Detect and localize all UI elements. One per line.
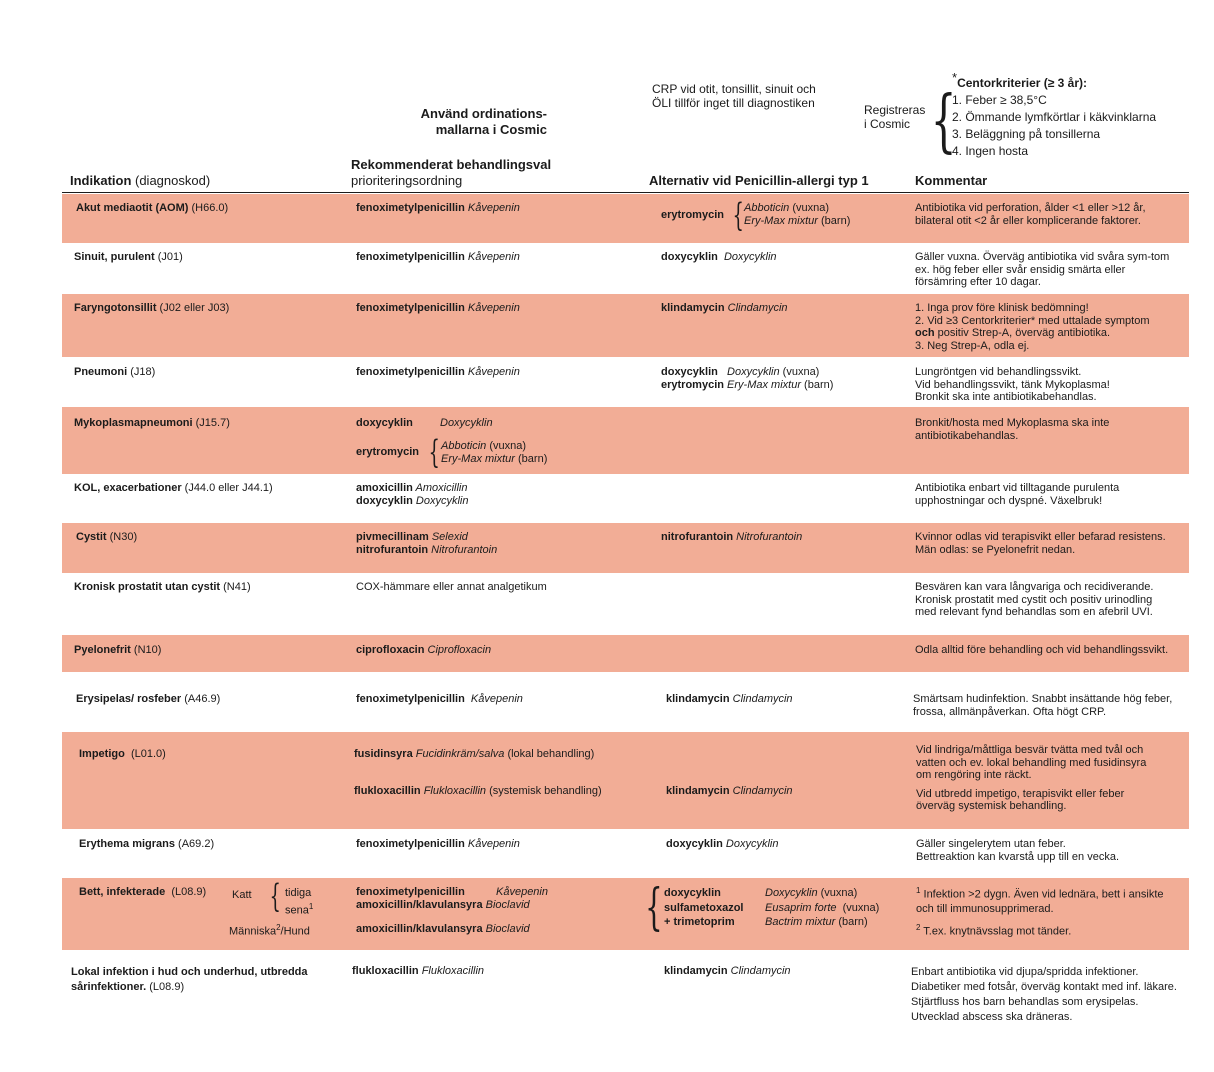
centor-item: 2. Ömmande lymfkörtlar i käkvinklarna [952,110,1157,124]
indication: Faryngotonsillit (J02 eller J03) [74,302,230,314]
comment: Gäller vuxna. Överväg antibiotika vid svåra sym-tom ex. hög feber eller svår ensidig smärta eller försämring efter 10 dagar. [915,251,1170,288]
alternative: doxycyklin Doxycyklin [666,838,779,850]
centor-item: 3. Beläggning på tonsillerna [952,127,1101,141]
recommended: amoxicillin Amoxicillin doxycyklin Doxycyklin [356,482,469,507]
alternative-options: Abboticin (vuxna) Ery-Max mixtur (barn) [744,202,851,227]
comment: $^1$ Infektion >2 dygn. Även vid lednära, bett i ansikte och till immunosupprimerad. $^2$ T.ex. knytnävsslag mot tänder. [916,886,1164,938]
comment: Odla alltid före behandling och vid behandlingssvikt. [915,644,1169,656]
indication: Erythema migrans (A69.2) [79,838,215,850]
centor-brace: { [930,82,957,161]
comment: Besvären kan vara långvariga och recidiverande. Kronisk prostatit med cystit och positiv urinodling med relevant fynd behandlas som en afebril UVI. [915,581,1154,618]
centor-item: 1. Feber ≥ 38,5°C [952,93,1047,107]
indication: Mykoplasmapneumoni (J15.7) [74,417,230,429]
alternative-brands: Doxycyklin (vuxna) Eusaprim forte (vuxna) Bactrim mixtur (barn) [765,887,880,928]
brace-icon: { [428,433,440,471]
alternative: doxycyklin Doxycyklin (vuxna) erytromycin Ery-Max mixtur (barn) [661,366,834,391]
recommended-systemic: flukloxacillin Flukloxacillin (systemisk behandling) [354,785,602,797]
indication: Sinuit, purulent (J01) [74,251,183,263]
indication: Cystit (N30) [76,531,138,543]
alternative: nitrofurantoin Nitrofurantoin [661,531,803,543]
alternative-drugs: doxycyklin sulfametoxazol + trimetoprim [664,887,744,928]
comment: Smärtsam hudinfektion. Snabbt insättande hög feber, frossa, allmänpåverkan. Ofta högt CRP. [913,693,1173,718]
recommended-local: fusidinsyra Fucidinkräm/salva (lokal behandling) [354,748,595,760]
recommended: fenoximetylpenicillin Kåvepenin [356,251,520,263]
header-kommentar: Kommentar [915,173,988,188]
indication: Akut mediaotit (AOM) (H66.0) [76,202,229,214]
header-alternativ: Alternativ vid Penicillin-allergi typ 1 [649,173,869,188]
recommended: fenoximetylpenicillin Kåvepenin [356,693,523,705]
registreras-label: Registreras i Cosmic [864,103,926,131]
recommended-brand: Doxycyklin [440,417,493,429]
centor-title: Centorkriterier (≥ 3 år): [957,76,1088,90]
brace-icon: { [732,196,744,234]
centor-item: 4. Ingen hosta [952,144,1029,158]
recommended: pivmecillinam Selexid nitrofurantoin Nitrofurantoin [356,531,498,556]
indication: Kronisk prostatit utan cystit (N41) [74,581,251,593]
comment: Enbart antibiotika vid djupa/spridda infektioner. Diabetiker med fotsår, överväg kontakt med inf. läkare. Stjärtfluss hos barn behandlas som erysipelas. Utvecklad abscess ska dräneras. [911,966,1177,1023]
indication: Erysipelas/ rosfeber (A46.9) [76,693,221,705]
indication: Pneumoni (J18) [74,366,156,378]
ordination-note: Använd ordinations- mallarna i Cosmic [420,106,547,137]
comment: Kvinnor odlas vid terapisvikt eller befarad resistens. Män odlas: se Pyelonefrit nedan. [915,531,1166,556]
alternative: klindamycin Clindamycin [661,302,788,314]
header-indikation: Indikation (diagnoskod) [70,173,211,188]
indication: Bett, infekterade (L08.9) [79,886,207,898]
header-rekommenderat: Rekommenderat behandlingsval prioriteringsordning [351,157,552,188]
alternative: klindamycin Clindamycin [664,965,791,977]
alternative: doxycyklin Doxycyklin [661,251,777,263]
comment: Antibiotika vid perforation, ålder <1 eller >12 år, bilateral otit <2 år eller komplicerande faktorer. [915,202,1146,227]
header-rule [62,192,1189,193]
recommended: fenoximetylpenicillin Kåvepenin [356,302,520,314]
indication: Impetigo (L01.0) [79,748,166,760]
comment: Vid lindriga/måttliga besvär tvätta med tvål och vatten och ev. lokal behandling med fusidinsyra om rengöring inte räckt. Vid utbredd impetigo, terapisvikt eller feber överväg systemisk behandling. [916,744,1147,812]
bett-timing: tidiga sena$^1$ [285,887,314,917]
alternative-drug: erytromycin [661,209,724,221]
indication: KOL, exacerbationer (J44.0 eller J44.1) [74,482,273,494]
recommended: ciprofloxacin Ciprofloxacin [356,644,492,656]
comment: Bronkit/hosta med Mykoplasma ska inte antibiotikabehandlas. [915,417,1110,442]
brace-icon: { [645,878,663,936]
recommended-drug: erytromycin [356,446,419,458]
recommended: amoxicillin/klavulansyra Bioclavid [356,923,530,935]
recommended: flukloxacillin Flukloxacillin [352,965,485,977]
indication: Lokal infektion i hud och underhud, utbredda sårinfektioner. (L08.9) [71,966,308,993]
recommended-options: Abboticin (vuxna) Ery-Max mixtur (barn) [441,440,548,465]
recommended-brand: Kåvepenin [496,886,548,898]
recommended-drug: doxycyklin [356,417,413,429]
alternative: klindamycin Clindamycin [666,785,793,797]
recommended: amoxicillin/klavulansyra Bioclavid [356,899,530,911]
bett-katt: Katt [232,889,252,901]
brace-icon: { [269,877,281,915]
alternative: klindamycin Clindamycin [666,693,793,705]
recommended: fenoximetylpenicillin Kåvepenin [356,366,520,378]
recommended: COX-hämmare eller annat analgetikum [356,581,547,593]
recommended: fenoximetylpenicillin Kåvepenin [356,838,520,850]
comment: Gäller singelerytem utan feber. Bettreaktion kan kvarstå upp till en vecka. [916,838,1119,863]
comment: Antibiotika enbart vid tilltagande purulenta upphostningar och dyspné. Växelbruk! [915,482,1120,507]
crp-note: CRP vid otit, tonsillit, sinuit och ÖLI tillför inget till diagnostiken [652,82,816,110]
recommended: fenoximetylpenicillin Kåvepenin [356,202,520,214]
comment: 1. Inga prov före klinisk bedömning! 2. Vid ≥3 Centorkriterier* med uttalade symptom och positiv Strep-A, överväg antibiotika. 3. Neg Strep-A, odla ej. [915,302,1150,352]
indication: Pyelonefrit (N10) [74,644,162,656]
bett-manniska-hund: Människa$^2$/Hund [229,923,310,938]
recommended-drug: fenoximetylpenicillin [356,886,465,898]
comment: Lungröntgen vid behandlingssvikt. Vid behandlingssvikt, tänk Mykoplasma! Bronkit ska inte antibiotikabehandlas. [915,366,1110,403]
centor-box: *Centorkriterier (≥ 3 år): 1. Feber ≥ 38,5°C 2. Ömmande lymfkörtlar i käkvinklarna 3. Beläggning på tonsillerna 4. Ingen hosta [952,71,1192,158]
